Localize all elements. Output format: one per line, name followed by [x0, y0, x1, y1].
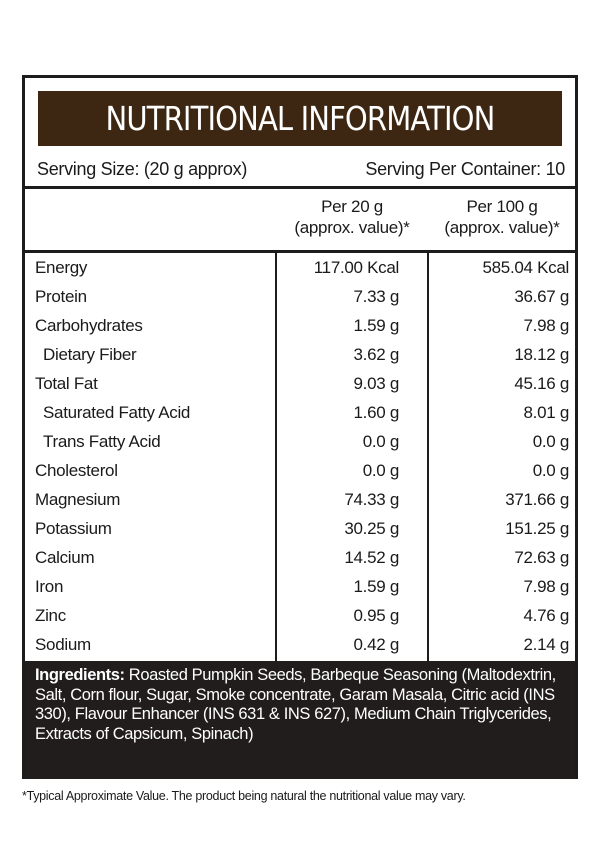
table-row [25, 254, 575, 283]
table-row [25, 370, 575, 399]
nutrient-value-per-20g: 0.95 g [353, 606, 399, 625]
table-row [25, 341, 575, 370]
ingredients-text: Roasted Pumpkin Seeds, Barbeque Seasoning (Maltodextrin, Salt, Corn flour, Sugar, Smoke concentrate, Garam Masala, Citric acid (INS 330), Flavour Enhancer (INS 631 & INS 627), Medium Chain Triglycerides, Extracts of Capsicum, Spinach) [35, 666, 556, 743]
serving-size: Serving Size: (20 g approx) [37, 158, 248, 179]
nutrient-value-per-100g: 371.66 g [505, 490, 569, 509]
nutrient-table [25, 254, 575, 660]
nutrient-value-per-20g: 0.0 g [362, 432, 399, 451]
nutrient-value-per-20g: 74.33 g [344, 490, 399, 509]
table-row [25, 312, 575, 341]
column-header-line: (approx. value)* [444, 218, 560, 237]
nutrient-value-per-100g: 36.67 g [514, 287, 569, 306]
nutrient-name: Cholesterol [35, 461, 118, 480]
table-row [25, 457, 575, 486]
divider [25, 186, 575, 189]
column-header-line: Per 20 g [321, 197, 383, 216]
nutrient-value-per-20g: 30.25 g [344, 519, 399, 538]
nutrient-name: Calcium [35, 548, 95, 567]
nutrient-name: Protein [35, 287, 87, 306]
nutrient-value-per-20g: 1.59 g [353, 316, 399, 335]
nutrient-value-per-20g: 117.00 Kcal [313, 258, 399, 277]
nutrient-name: Zinc [35, 606, 66, 625]
nutrient-value-per-100g: 7.98 g [523, 316, 569, 335]
nutrient-value-per-20g: 9.03 g [353, 374, 399, 393]
nutrient-name: Saturated Fatty Acid [43, 403, 191, 422]
nutrient-value-per-20g: 0.42 g [353, 635, 399, 654]
ingredients-box [25, 661, 575, 779]
table-row [25, 283, 575, 312]
nutrient-value-per-100g: 18.12 g [514, 345, 569, 364]
nutrient-name: Energy [35, 258, 88, 277]
nutrient-name: Carbohydrates [35, 316, 143, 335]
table-row [25, 573, 575, 602]
nutrient-value-per-100g: 151.25 g [505, 519, 569, 538]
nutrient-value-per-100g: 0.0 g [532, 432, 569, 451]
nutrient-value-per-20g: 1.60 g [353, 403, 399, 422]
nutrient-value-per-20g: 7.33 g [353, 287, 399, 306]
nutrition-panel [22, 75, 578, 779]
table-row [25, 515, 575, 544]
table-row [25, 602, 575, 631]
nutrient-value-per-100g: 585.04 Kcal [482, 258, 569, 277]
table-row [25, 428, 575, 457]
nutrient-value-per-100g: 7.98 g [523, 577, 569, 596]
serving-info [37, 154, 565, 184]
nutrient-name: Dietary Fiber [43, 345, 137, 364]
nutrient-name: Total Fat [35, 374, 98, 393]
serving-per-container: Serving Per Container: 10 [365, 158, 565, 179]
nutrient-value-per-100g: 0.0 g [532, 461, 569, 480]
nutrient-value-per-20g: 1.59 g [353, 577, 399, 596]
table-row [25, 544, 575, 573]
nutrient-name: Iron [35, 577, 64, 596]
column-header-per-100g [429, 196, 575, 238]
nutrient-name: Sodium [35, 635, 91, 654]
nutrient-value-per-100g: 8.01 g [523, 403, 569, 422]
nutrient-name: Trans Fatty Acid [43, 432, 161, 451]
nutrient-name: Potassium [35, 519, 112, 538]
panel-title: NUTRITIONAL INFORMATION [105, 99, 495, 138]
table-row [25, 486, 575, 515]
nutrient-value-per-100g: 4.76 g [523, 606, 569, 625]
nutrient-name: Magnesium [35, 490, 121, 509]
footnote: *Typical Approximate Value. The product being natural the nutritional value may vary. [22, 789, 466, 803]
table-row [25, 631, 575, 660]
column-header-line: Per 100 g [466, 197, 538, 216]
column-header-line: (approx. value)* [294, 218, 410, 237]
nutrient-value-per-100g: 45.16 g [514, 374, 569, 393]
nutrient-value-per-20g: 0.0 g [362, 461, 399, 480]
nutrient-value-per-100g: 2.14 g [523, 635, 569, 654]
nutrient-value-per-20g: 3.62 g [353, 345, 399, 364]
nutrient-value-per-20g: 14.52 g [344, 548, 399, 567]
table-row [25, 399, 575, 428]
column-header-per-20g [277, 196, 427, 238]
divider [25, 250, 575, 253]
ingredients-label: Ingredients: [35, 666, 125, 684]
nutrient-value-per-100g: 72.63 g [514, 548, 569, 567]
title-bar [38, 91, 562, 146]
